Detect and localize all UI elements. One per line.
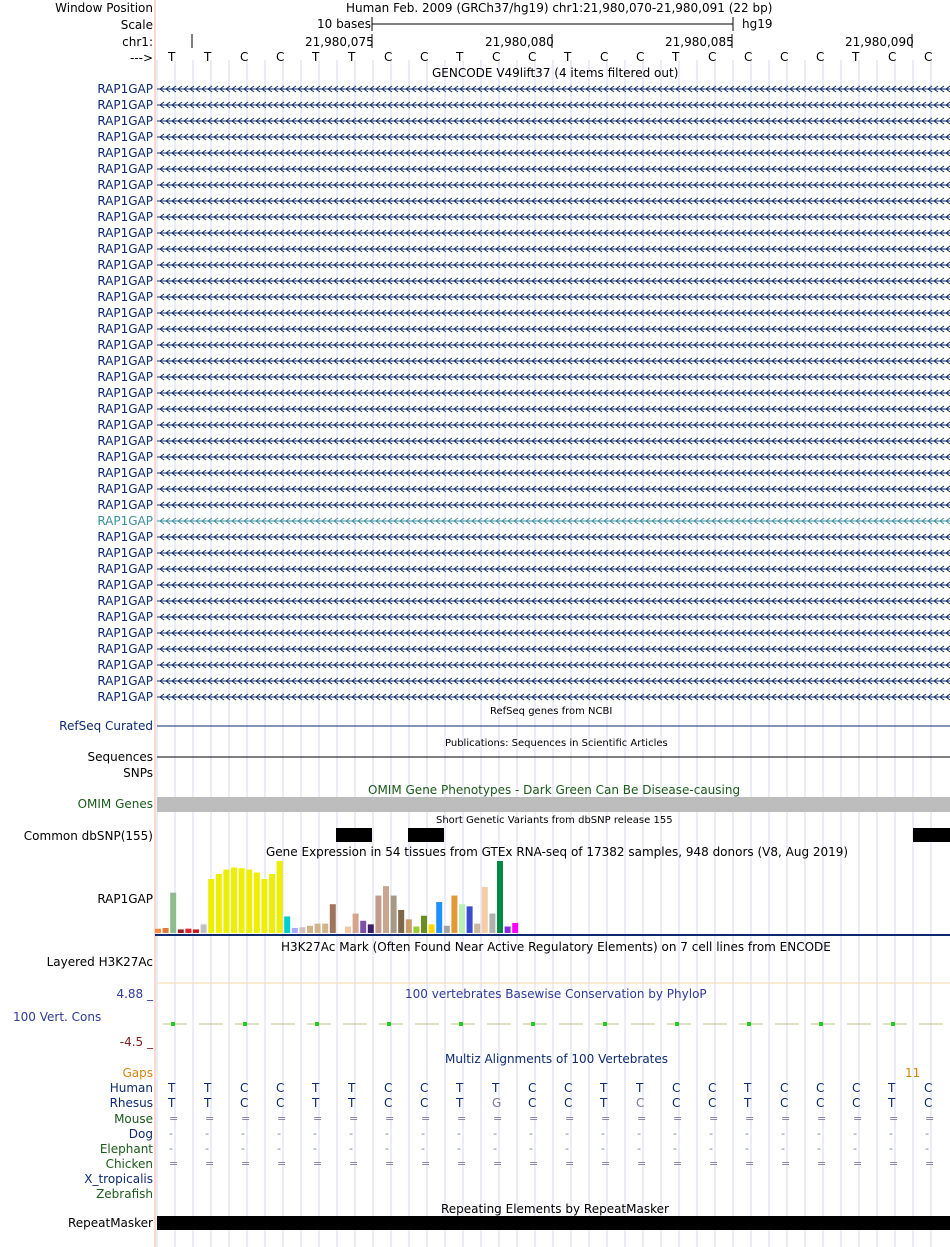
rhesus-base: C xyxy=(924,1096,933,1110)
species-align-glyph: = xyxy=(241,1112,251,1125)
species-align-glyph: = xyxy=(601,1112,611,1125)
species-align-glyph: = xyxy=(637,1112,647,1125)
ruler-base: C xyxy=(780,50,789,64)
phylop-point xyxy=(387,1022,391,1026)
species-align-glyph: - xyxy=(493,1142,497,1155)
gtex-bar[interactable] xyxy=(178,929,184,933)
gtex-bar[interactable] xyxy=(315,924,321,933)
species-align-glyph: - xyxy=(925,1142,929,1155)
human-base: C xyxy=(816,1081,825,1095)
gtex-bar[interactable] xyxy=(421,916,427,933)
gencode-gene-label[interactable]: RAP1GAP xyxy=(97,194,153,208)
gencode-gene-label[interactable]: RAP1GAP xyxy=(97,578,153,592)
omim-label[interactable]: OMIM Genes xyxy=(77,797,153,811)
species-align-glyph: = xyxy=(385,1112,395,1125)
multiz-title[interactable]: Multiz Alignments of 100 Vertebrates xyxy=(445,1052,669,1066)
ruler-base: C xyxy=(528,50,537,64)
gencode-gene-label[interactable]: RAP1GAP xyxy=(97,482,153,496)
human-base: C xyxy=(852,1081,861,1095)
scale-label: Scale xyxy=(120,18,153,32)
repeatmasker-title[interactable]: Repeating Elements by RepeatMasker xyxy=(441,1202,669,1216)
gaps-value: 11 xyxy=(905,1066,921,1080)
gencode-gene-label[interactable]: RAP1GAP xyxy=(97,306,153,320)
species-align-glyph: - xyxy=(385,1142,389,1155)
gtex-bar[interactable] xyxy=(398,910,404,933)
gencode-title[interactable]: GENCODE V49lift37 (4 items filtered out) xyxy=(432,66,679,80)
species-align-glyph: = xyxy=(457,1112,467,1125)
species-align-glyph: - xyxy=(637,1127,641,1140)
gencode-gene-label[interactable]: RAP1GAP xyxy=(97,290,153,304)
human-base: C xyxy=(528,1081,537,1095)
repeatmasker-label[interactable]: RepeatMasker xyxy=(67,1216,153,1230)
rhesus-base: C xyxy=(528,1096,537,1110)
gencode-gene-label[interactable]: RAP1GAP xyxy=(97,466,153,480)
rhesus-base: C xyxy=(564,1096,573,1110)
species-align-glyph: = xyxy=(421,1112,431,1125)
ruler-base: C xyxy=(276,50,285,64)
gtex-bar[interactable] xyxy=(261,879,267,933)
gtex-bar[interactable] xyxy=(223,870,229,933)
rhesus-base: C xyxy=(852,1096,861,1110)
gtex-bar[interactable] xyxy=(216,874,222,933)
ruler-base: C xyxy=(924,50,933,64)
phylop-point xyxy=(819,1022,823,1026)
species-align-glyph: - xyxy=(709,1127,713,1140)
species-align-glyph: = xyxy=(925,1112,935,1125)
gtex-bar[interactable] xyxy=(170,893,176,933)
species-align-glyph: - xyxy=(745,1142,749,1155)
dbsnp-title[interactable]: Short Genetic Variants from dbSNP release 155 xyxy=(436,815,673,826)
gtex-bar[interactable] xyxy=(375,896,381,933)
gencode-gene-label[interactable]: RAP1GAP xyxy=(97,658,153,672)
gtex-bar[interactable] xyxy=(246,870,252,933)
ruler-base: C xyxy=(744,50,753,64)
species-label[interactable]: Zebrafish xyxy=(96,1187,153,1201)
gencode-gene-label[interactable]: RAP1GAP xyxy=(97,498,153,512)
species-align-glyph: - xyxy=(925,1127,929,1140)
gtex-bar[interactable] xyxy=(467,906,473,933)
species-align-glyph: - xyxy=(493,1127,497,1140)
ruler-base: C xyxy=(240,50,249,64)
species-align-glyph: - xyxy=(385,1127,389,1140)
gencode-gene-label[interactable]: RAP1GAP xyxy=(97,114,153,128)
omim-bar xyxy=(157,797,950,812)
ruler-base: C xyxy=(636,50,645,64)
gtex-bar[interactable] xyxy=(368,924,374,933)
human-base: T xyxy=(348,1081,356,1095)
species-align-glyph: - xyxy=(709,1142,713,1155)
species-align-glyph: - xyxy=(817,1142,821,1155)
human-base: T xyxy=(492,1081,500,1095)
gtex-label[interactable]: RAP1GAP xyxy=(97,892,153,906)
gencode-gene-label[interactable]: RAP1GAP xyxy=(97,210,153,224)
gencode-gene-label[interactable]: RAP1GAP xyxy=(97,274,153,288)
rhesus-base: C xyxy=(780,1096,789,1110)
rhesus-base: C xyxy=(420,1096,429,1110)
species-align-glyph: - xyxy=(349,1142,353,1155)
rhesus-base: T xyxy=(744,1096,752,1110)
species-align-glyph: - xyxy=(421,1127,425,1140)
gencode-gene-label[interactable]: RAP1GAP xyxy=(97,354,153,368)
species-align-glyph: = xyxy=(205,1157,215,1170)
species-align-glyph: = xyxy=(349,1112,359,1125)
rhesus-base: T xyxy=(312,1096,320,1110)
dbsnp-variant xyxy=(336,828,372,842)
rhesus-base: C xyxy=(708,1096,717,1110)
species-align-glyph: = xyxy=(313,1157,323,1170)
species-align-glyph: = xyxy=(313,1112,323,1125)
species-align-glyph: - xyxy=(313,1127,317,1140)
repeatmasker-bar xyxy=(157,1216,950,1230)
human-base: T xyxy=(168,1081,176,1095)
species-align-glyph: = xyxy=(565,1157,575,1170)
assembly-label: hg19 xyxy=(742,17,773,31)
window-position-label: Window Position xyxy=(55,1,153,15)
gtex-bar[interactable] xyxy=(185,929,191,933)
species-align-glyph: - xyxy=(529,1142,533,1155)
ruler-base: T xyxy=(456,50,464,64)
phylop-title[interactable]: 100 vertebrates Basewise Conservation by PhyloP xyxy=(405,987,707,1001)
species-align-glyph: = xyxy=(493,1112,503,1125)
rhesus-base: C xyxy=(672,1096,681,1110)
gtex-bar[interactable] xyxy=(307,926,313,933)
rhesus-base: C xyxy=(816,1096,825,1110)
gtex-bar[interactable] xyxy=(277,861,283,933)
species-align-glyph: - xyxy=(169,1142,173,1155)
species-label[interactable]: Mouse xyxy=(114,1112,153,1126)
species-align-glyph: - xyxy=(601,1127,605,1140)
gtex-bar[interactable] xyxy=(345,927,351,933)
species-align-glyph: = xyxy=(169,1112,179,1125)
species-align-glyph: - xyxy=(421,1142,425,1155)
gtex-bar[interactable] xyxy=(322,924,328,933)
species-align-glyph: = xyxy=(745,1157,755,1170)
species-align-glyph: - xyxy=(853,1142,857,1155)
species-align-glyph: = xyxy=(529,1112,539,1125)
species-align-glyph: = xyxy=(349,1157,359,1170)
gencode-gene-label[interactable]: RAP1GAP xyxy=(97,674,153,688)
species-align-glyph: - xyxy=(637,1142,641,1155)
gencode-gene-label[interactable]: RAP1GAP xyxy=(97,690,153,704)
phylop-point xyxy=(243,1022,247,1026)
rhesus-base: C xyxy=(240,1096,249,1110)
ruler-tick-label: 21,980,075 xyxy=(305,35,374,49)
rhesus-base: T xyxy=(600,1096,608,1110)
human-base: T xyxy=(636,1081,644,1095)
gencode-gene-label[interactable]: RAP1GAP xyxy=(97,402,153,416)
ruler-base: T xyxy=(852,50,860,64)
gtex-bar[interactable] xyxy=(163,928,169,933)
gtex-bar[interactable] xyxy=(459,904,465,933)
gtex-bar[interactable] xyxy=(360,921,366,933)
gencode-gene-label[interactable]: RAP1GAP xyxy=(97,162,153,176)
strand-label: ---> xyxy=(129,51,153,65)
species-align-glyph: - xyxy=(457,1142,461,1155)
phylop-max: 4.88 _ xyxy=(116,987,153,1001)
species-align-glyph: = xyxy=(745,1112,755,1125)
gtex-bar[interactable] xyxy=(429,924,435,933)
species-align-glyph: = xyxy=(781,1112,791,1125)
human-base: C xyxy=(708,1081,717,1095)
gtex-bar[interactable] xyxy=(208,879,214,933)
human-label[interactable]: Human xyxy=(109,1081,153,1095)
species-label[interactable]: Elephant xyxy=(99,1142,153,1156)
gencode-gene-label[interactable]: RAP1GAP xyxy=(97,242,153,256)
species-align-glyph: = xyxy=(709,1157,719,1170)
species-align-glyph: - xyxy=(277,1142,281,1155)
species-align-glyph: = xyxy=(457,1157,467,1170)
h3k27ac-title[interactable]: H3K27Ac Mark (Often Found Near Active Regulatory Elements) on 7 cell lines from ENCODE xyxy=(281,940,831,954)
gencode-gene-label[interactable]: RAP1GAP xyxy=(97,178,153,192)
gencode-gene-label[interactable]: RAP1GAP xyxy=(97,322,153,336)
publications-label[interactable]: Sequences xyxy=(87,750,153,764)
phylop-point xyxy=(675,1022,679,1026)
human-base: T xyxy=(312,1081,320,1095)
gtex-title[interactable]: Gene Expression in 54 tissues from GTEx RNA-seq of 17382 samples, 948 donors (V8, Aug 2019) xyxy=(266,845,849,859)
species-align-glyph: - xyxy=(601,1142,605,1155)
gencode-gene-label[interactable]: RAP1GAP xyxy=(97,594,153,608)
gtex-bar[interactable] xyxy=(284,916,290,933)
gtex-bar[interactable] xyxy=(497,861,503,933)
human-base: C xyxy=(780,1081,789,1095)
gtex-bar[interactable] xyxy=(201,924,207,933)
snps-label: SNPs xyxy=(123,766,153,780)
phylop-point xyxy=(531,1022,535,1026)
species-align-glyph: - xyxy=(169,1127,173,1140)
human-base: T xyxy=(456,1081,464,1095)
gencode-gene-label[interactable]: RAP1GAP xyxy=(97,226,153,240)
ruler-base: C xyxy=(708,50,717,64)
human-base: T xyxy=(888,1081,896,1095)
species-align-glyph: = xyxy=(277,1157,287,1170)
gtex-bar[interactable] xyxy=(292,928,298,933)
gencode-gene-label[interactable]: RAP1GAP xyxy=(97,546,153,560)
species-align-glyph: - xyxy=(241,1127,245,1140)
gencode-gene-label[interactable]: RAP1GAP xyxy=(97,258,153,272)
human-base: C xyxy=(240,1081,249,1095)
dbsnp-variant xyxy=(408,828,444,842)
gtex-bar[interactable] xyxy=(231,867,237,933)
species-align-glyph: - xyxy=(889,1127,893,1140)
species-label[interactable]: X_tropicalis xyxy=(84,1172,153,1186)
ruler-base: T xyxy=(348,50,356,64)
human-base: C xyxy=(420,1081,429,1095)
species-align-glyph: = xyxy=(817,1112,827,1125)
species-align-glyph: = xyxy=(673,1112,683,1125)
human-base: T xyxy=(744,1081,752,1095)
species-align-glyph: = xyxy=(169,1157,179,1170)
species-align-glyph: = xyxy=(277,1112,287,1125)
gencode-gene-label[interactable]: RAP1GAP xyxy=(97,434,153,448)
gtex-bar[interactable] xyxy=(299,927,305,933)
ruler-title: Human Feb. 2009 (GRCh37/hg19) chr1:21,980,070-21,980,091 (22 bp) xyxy=(346,1,773,15)
gtex-bar[interactable] xyxy=(406,919,412,933)
gencode-gene-label[interactable]: RAP1GAP xyxy=(97,562,153,576)
ruler-base: C xyxy=(420,50,429,64)
ruler-base: C xyxy=(888,50,897,64)
species-align-glyph: - xyxy=(673,1142,677,1155)
ruler-base: T xyxy=(204,50,212,64)
phylop-point xyxy=(747,1022,751,1026)
species-align-glyph: = xyxy=(601,1157,611,1170)
gencode-gene-label[interactable]: RAP1GAP xyxy=(97,418,153,432)
rhesus-base: T xyxy=(204,1096,212,1110)
h3k27ac-label[interactable]: Layered H3K27Ac xyxy=(46,955,153,969)
gencode-gene-label[interactable]: RAP1GAP xyxy=(97,98,153,112)
human-base: C xyxy=(384,1081,393,1095)
gtex-bar[interactable] xyxy=(383,886,389,933)
phylop-min: -4.5 _ xyxy=(119,1035,153,1049)
phylop-point xyxy=(603,1022,607,1026)
species-align-glyph: - xyxy=(781,1142,785,1155)
ruler-tick-label: 21,980,080 xyxy=(485,35,554,49)
rhesus-base: C xyxy=(276,1096,285,1110)
species-align-glyph: = xyxy=(241,1157,251,1170)
human-base: C xyxy=(276,1081,285,1095)
gencode-gene-label[interactable]: RAP1GAP xyxy=(97,514,153,528)
gtex-bar[interactable] xyxy=(239,868,245,933)
ruler-base: T xyxy=(312,50,320,64)
rhesus-base: T xyxy=(888,1096,896,1110)
gtex-bar[interactable] xyxy=(337,910,343,933)
rhesus-base: C xyxy=(636,1096,645,1110)
species-align-glyph: = xyxy=(889,1157,899,1170)
phylop-label[interactable]: 100 Vert. Cons xyxy=(13,1010,102,1024)
species-label[interactable]: Chicken xyxy=(105,1157,153,1171)
gtex-bar[interactable] xyxy=(330,904,336,933)
ruler-tick-label: 21,980,090 xyxy=(845,35,914,49)
species-align-glyph: = xyxy=(421,1157,431,1170)
gtex-bar[interactable] xyxy=(474,924,480,933)
gtex-bar[interactable] xyxy=(254,873,260,933)
phylop-point xyxy=(459,1022,463,1026)
species-align-glyph: - xyxy=(241,1142,245,1155)
omim-title[interactable]: OMIM Gene Phenotypes - Dark Green Can Be Disease-causing xyxy=(368,783,741,797)
species-align-glyph: - xyxy=(349,1127,353,1140)
rhesus-label[interactable]: Rhesus xyxy=(109,1096,153,1110)
ruler-base: T xyxy=(672,50,680,64)
rhesus-base: T xyxy=(168,1096,176,1110)
gtex-bar[interactable] xyxy=(269,874,275,933)
human-base: C xyxy=(672,1081,681,1095)
gencode-gene-label[interactable]: RAP1GAP xyxy=(97,530,153,544)
rhesus-base: G xyxy=(492,1096,502,1110)
refseq-label[interactable]: RefSeq Curated xyxy=(59,719,153,733)
species-align-glyph: = xyxy=(205,1112,215,1125)
species-align-glyph: = xyxy=(817,1157,827,1170)
species-align-glyph: = xyxy=(853,1112,863,1125)
species-align-glyph: - xyxy=(205,1127,209,1140)
rhesus-base: T xyxy=(456,1096,464,1110)
species-align-glyph: - xyxy=(277,1127,281,1140)
species-align-glyph: = xyxy=(385,1157,395,1170)
species-align-glyph: = xyxy=(637,1157,647,1170)
species-align-glyph: - xyxy=(817,1127,821,1140)
gtex-bar[interactable] xyxy=(444,926,450,933)
ruler-base: T xyxy=(168,50,176,64)
gtex-bar[interactable] xyxy=(436,902,442,933)
species-align-glyph: = xyxy=(853,1157,863,1170)
ruler-base: C xyxy=(384,50,393,64)
scale-text: 10 bases xyxy=(317,17,371,31)
ruler-base: T xyxy=(564,50,572,64)
species-align-glyph: = xyxy=(925,1157,935,1170)
species-align-glyph: = xyxy=(529,1157,539,1170)
species-align-glyph: - xyxy=(889,1142,893,1155)
gtex-bar[interactable] xyxy=(193,929,199,933)
ruler-base: C xyxy=(600,50,609,64)
species-align-glyph: - xyxy=(529,1127,533,1140)
gencode-gene-label[interactable]: RAP1GAP xyxy=(97,386,153,400)
gtex-bar[interactable] xyxy=(391,896,397,933)
species-align-glyph: - xyxy=(565,1127,569,1140)
species-align-glyph: = xyxy=(565,1112,575,1125)
ruler-base: C xyxy=(492,50,501,64)
gencode-gene-label[interactable]: RAP1GAP xyxy=(97,146,153,160)
species-align-glyph: - xyxy=(853,1127,857,1140)
rhesus-base: T xyxy=(348,1096,356,1110)
human-base: C xyxy=(564,1081,573,1095)
publications-title[interactable]: Publications: Sequences in Scientific Articles xyxy=(445,738,668,749)
gencode-gene-label[interactable]: RAP1GAP xyxy=(97,370,153,384)
species-align-glyph: - xyxy=(673,1127,677,1140)
gencode-gene-label[interactable]: RAP1GAP xyxy=(97,338,153,352)
species-align-glyph: - xyxy=(565,1142,569,1155)
gaps-label: Gaps xyxy=(122,1066,153,1080)
species-align-glyph: - xyxy=(781,1127,785,1140)
gtex-bar[interactable] xyxy=(505,927,511,933)
chrom-label: chr1: xyxy=(122,35,153,49)
species-align-glyph: = xyxy=(889,1112,899,1125)
gencode-gene-label[interactable]: RAP1GAP xyxy=(97,130,153,144)
dbsnp-label[interactable]: Common dbSNP(155) xyxy=(23,829,153,843)
gtex-bar[interactable] xyxy=(482,887,488,933)
gencode-gene-label[interactable]: RAP1GAP xyxy=(97,642,153,656)
species-align-glyph: = xyxy=(709,1112,719,1125)
gencode-gene-label[interactable]: RAP1GAP xyxy=(97,450,153,464)
gtex-bar[interactable] xyxy=(489,914,495,933)
phylop-point xyxy=(171,1022,175,1026)
gencode-gene-label[interactable]: RAP1GAP xyxy=(97,82,153,96)
species-align-glyph: - xyxy=(313,1142,317,1155)
phylop-point xyxy=(891,1022,895,1026)
species-align-glyph: - xyxy=(457,1127,461,1140)
gencode-gene-label[interactable]: RAP1GAP xyxy=(97,626,153,640)
phylop-point xyxy=(315,1022,319,1026)
refseq-title[interactable]: RefSeq genes from NCBI xyxy=(490,706,613,717)
gtex-bar[interactable] xyxy=(155,929,161,933)
species-align-glyph: - xyxy=(205,1142,209,1155)
gtex-bar[interactable] xyxy=(451,896,457,933)
species-label[interactable]: Dog xyxy=(128,1127,153,1141)
species-align-glyph: = xyxy=(781,1157,791,1170)
dbsnp-variant xyxy=(913,828,950,842)
species-align-glyph: - xyxy=(745,1127,749,1140)
rhesus-base: C xyxy=(384,1096,393,1110)
human-base: T xyxy=(600,1081,608,1095)
gencode-gene-label[interactable]: RAP1GAP xyxy=(97,610,153,624)
ruler-tick-label: 21,980,085 xyxy=(665,35,734,49)
species-align-glyph: = xyxy=(673,1157,683,1170)
ruler-base: C xyxy=(816,50,825,64)
gtex-bar[interactable] xyxy=(353,914,359,933)
species-align-glyph: = xyxy=(493,1157,503,1170)
gtex-bar[interactable] xyxy=(413,927,419,933)
human-base: T xyxy=(204,1081,212,1095)
human-base: C xyxy=(924,1081,933,1095)
gtex-bar[interactable] xyxy=(512,923,518,933)
